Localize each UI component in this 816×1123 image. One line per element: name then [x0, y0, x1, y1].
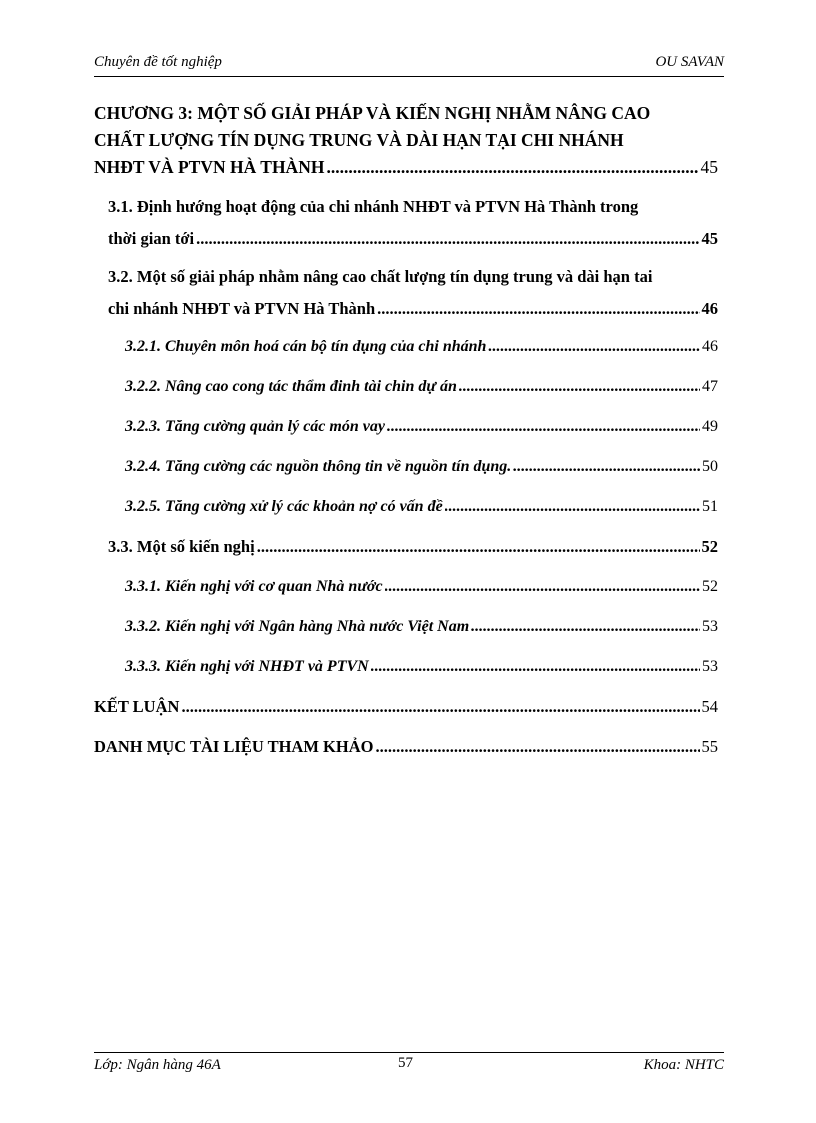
toc-entry-title: 3.2.4. Tăng cường các nguồn thông tin về nguồn tín dụng.: [125, 458, 512, 475]
toc-subsection-3-2-2[interactable]: [94, 367, 718, 407]
toc-page-number: 52: [702, 578, 718, 595]
toc-page-number: 53: [702, 658, 718, 675]
dot-leader: [513, 447, 700, 487]
dot-leader: [377, 293, 699, 325]
chapter-title-line-2: CHẤT LƯỢNG TÍN DỤNG TRUNG VÀ DÀI HẠN TẠI CHI NHÁNH: [94, 130, 624, 150]
dot-leader: [459, 367, 700, 407]
dot-leader: [375, 727, 699, 767]
toc-entry-title: 3.3.3. Kiến nghị với NHĐT và PTVN: [125, 658, 369, 675]
toc-subsection-3-3-2[interactable]: [94, 607, 718, 647]
dot-leader: [471, 607, 700, 647]
toc-page-number: 51: [702, 498, 718, 515]
toc-entry-title: DANH MỤC TÀI LIỆU THAM KHẢO: [94, 737, 374, 756]
footer-page-number: 57: [398, 1055, 413, 1071]
toc-entry-title: 3.2.3. Tăng cường quản lý các món vay: [125, 418, 385, 435]
toc-page-number: 54: [701, 697, 718, 716]
toc-page-number: 52: [701, 537, 718, 556]
dot-leader: [445, 487, 700, 527]
dot-leader: [387, 407, 700, 447]
toc-subsection-3-3-1[interactable]: [94, 567, 718, 607]
dot-leader: [257, 527, 700, 567]
toc-section-3-3[interactable]: [94, 527, 718, 567]
toc-subsection-3-2-3[interactable]: [94, 407, 718, 447]
toc-subsection-3-2-1[interactable]: [94, 327, 718, 367]
dot-leader: [196, 223, 699, 255]
toc-entry-title: 3.3.2. Kiến nghị với Ngân hàng Nhà nước Việt Nam: [125, 618, 470, 635]
toc-page-number: 45: [701, 229, 718, 248]
toc-page-number: 46: [701, 299, 718, 318]
dot-leader: [488, 327, 700, 367]
dot-leader: [385, 567, 700, 607]
toc-entry-title: 3.3.1. Kiến nghị với cơ quan Nhà nước: [125, 578, 383, 595]
page-footer: [94, 1052, 724, 1079]
toc-entry-title: 3.2.2. Nâng cao cong tác thẩm đinh tài chin dự án: [125, 378, 457, 395]
dot-leader: [181, 687, 699, 727]
toc-entry-title: 3.2.5. Tăng cường xử lý các khoản nợ có vấn đề: [125, 498, 443, 515]
section-title-line-2: chi nhánh NHĐT và PTVN Hà Thành: [108, 299, 376, 318]
section-title-line-1: 3.1. Định hướng hoạt động của chi nhánh NHĐT và PTVN Hà Thành trong: [108, 197, 639, 216]
toc-page-number: 55: [701, 737, 718, 756]
table-of-contents: [94, 100, 718, 767]
toc-entry-title: 3.3. Một số kiến nghị: [108, 537, 255, 556]
footer-class-text: Lớp: Ngân hàng 46A: [94, 1057, 221, 1073]
toc-subsection-3-2-4[interactable]: [94, 447, 718, 487]
chapter-title-line-1: CHƯƠNG 3: MỘT SỐ GIẢI PHÁP VÀ KIẾN NGHỊ NHẰM NÂNG CAO: [94, 103, 651, 123]
toc-page-number: 53: [702, 618, 718, 635]
header-left-text: Chuyên đề tốt nghiệp: [94, 54, 222, 70]
toc-conclusion[interactable]: [94, 687, 718, 727]
chapter-title-line-3: NHĐT VÀ PTVN HÀ THÀNH: [94, 157, 325, 177]
toc-page-number: 49: [702, 418, 718, 435]
toc-entry-title: KẾT LUẬN: [94, 697, 180, 716]
section-title-line-1: 3.2. Một số giải pháp nhằm nâng cao chất lượng tín dụng trung và dài hạn tai: [108, 267, 653, 286]
toc-chapter-3[interactable]: [94, 100, 718, 181]
toc-references[interactable]: [94, 727, 718, 767]
toc-entry-title: 3.2.1. Chuyên môn hoá cán bộ tín dụng của chi nhánh: [125, 338, 487, 355]
toc-subsection-3-2-5[interactable]: [94, 487, 718, 527]
toc-page-number: 47: [702, 378, 718, 395]
dot-leader: [371, 647, 700, 687]
header-right-text: OU SAVAN: [655, 54, 724, 70]
dot-leader: [326, 154, 698, 181]
section-title-line-2: thời gian tới: [108, 229, 195, 248]
page-header: [94, 52, 724, 77]
toc-subsection-3-3-3[interactable]: [94, 647, 718, 687]
toc-section-3-1[interactable]: [94, 191, 718, 255]
toc-page-number: 45: [700, 157, 718, 177]
toc-page-number: 46: [702, 338, 718, 355]
toc-page-number: 50: [702, 458, 718, 475]
toc-section-3-2[interactable]: [94, 261, 718, 325]
footer-faculty-text: Khoa: NHTC: [643, 1057, 724, 1073]
